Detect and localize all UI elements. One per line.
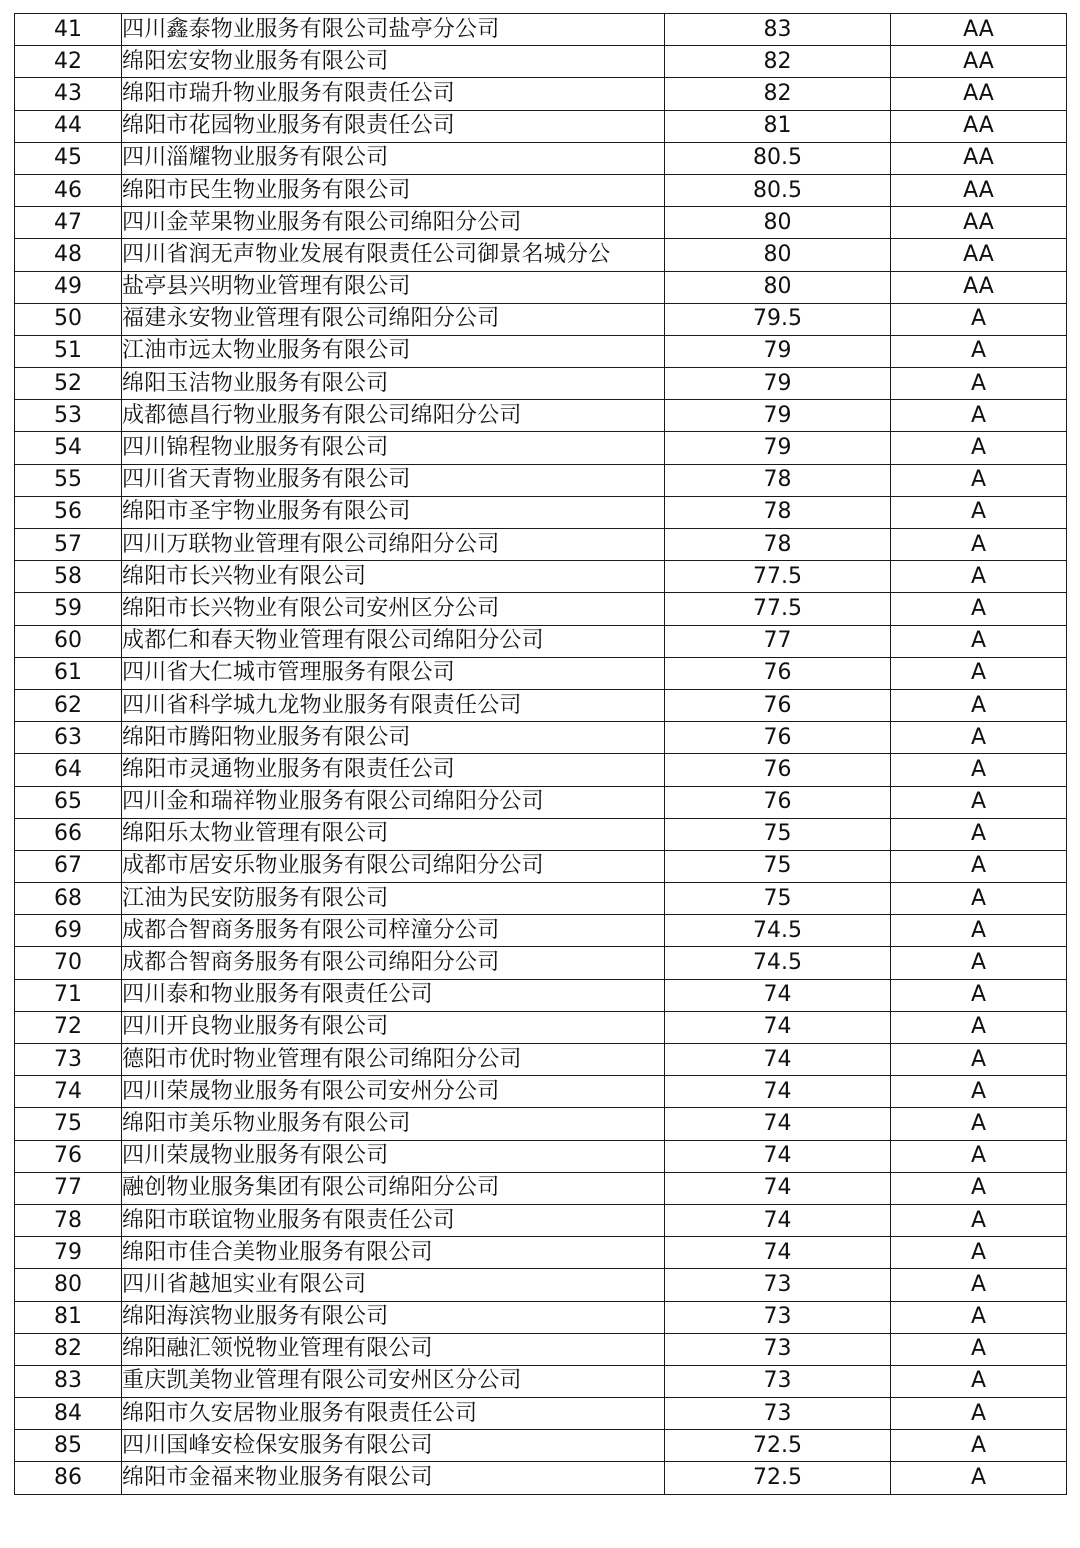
- company-name-cell: 绵阳市久安居物业服务有限责任公司: [122, 1398, 665, 1430]
- table-row: [15, 593, 1067, 625]
- table-row: [15, 271, 1067, 303]
- grade-cell: A: [891, 915, 1067, 947]
- table-row: [15, 1301, 1067, 1333]
- grade-cell: A: [891, 625, 1067, 657]
- table-row: [15, 529, 1067, 561]
- row-number-cell: 59: [15, 593, 122, 625]
- row-number-cell: 86: [15, 1462, 122, 1494]
- row-number-cell: 60: [15, 625, 122, 657]
- table-row: [15, 979, 1067, 1011]
- table-row: [15, 1365, 1067, 1397]
- grade-cell: A: [891, 464, 1067, 496]
- grade-cell: AA: [891, 78, 1067, 110]
- company-name-cell: 绵阳市花园物业服务有限责任公司: [122, 110, 665, 142]
- table-body: [15, 14, 1067, 1495]
- grade-cell: A: [891, 1462, 1067, 1494]
- company-name-cell: 绵阳市长兴物业有限公司: [122, 561, 665, 593]
- row-number-cell: 80: [15, 1269, 122, 1301]
- grade-cell: A: [891, 1076, 1067, 1108]
- score-cell: 75: [665, 818, 891, 850]
- score-cell: 76: [665, 689, 891, 721]
- grade-cell: A: [891, 496, 1067, 528]
- table-row: [15, 1462, 1067, 1494]
- row-number-cell: 44: [15, 110, 122, 142]
- table-row: [15, 1333, 1067, 1365]
- score-cell: 74: [665, 1108, 891, 1140]
- table-row: [15, 432, 1067, 464]
- grade-cell: A: [891, 1044, 1067, 1076]
- score-cell: 74: [665, 979, 891, 1011]
- company-name-cell: 四川锦程物业服务有限公司: [122, 432, 665, 464]
- row-number-cell: 62: [15, 689, 122, 721]
- table-row: [15, 657, 1067, 689]
- company-name-cell: 四川荣晟物业服务有限公司: [122, 1140, 665, 1172]
- row-number-cell: 52: [15, 368, 122, 400]
- grade-cell: A: [891, 689, 1067, 721]
- score-cell: 76: [665, 722, 891, 754]
- score-cell: 79: [665, 432, 891, 464]
- grade-cell: A: [891, 1108, 1067, 1140]
- table-row: [15, 46, 1067, 78]
- grade-cell: AA: [891, 110, 1067, 142]
- table-row: [15, 174, 1067, 206]
- table-row: [15, 1076, 1067, 1108]
- company-name-cell: 成都仁和春天物业管理有限公司绵阳分公司: [122, 625, 665, 657]
- table-row: [15, 561, 1067, 593]
- grade-cell: A: [891, 1333, 1067, 1365]
- company-name-cell: 绵阳市金福来物业服务有限公司: [122, 1462, 665, 1494]
- company-name-cell: 绵阳市佳合美物业服务有限公司: [122, 1237, 665, 1269]
- rating-table: [14, 13, 1067, 1495]
- score-cell: 83: [665, 14, 891, 46]
- grade-cell: A: [891, 1365, 1067, 1397]
- company-name-cell: 四川省天青物业服务有限公司: [122, 464, 665, 496]
- company-name-cell: 成都市居安乐物业服务有限公司绵阳分公司: [122, 850, 665, 882]
- grade-cell: A: [891, 400, 1067, 432]
- row-number-cell: 55: [15, 464, 122, 496]
- company-name-cell: 绵阳融汇领悦物业管理有限公司: [122, 1333, 665, 1365]
- grade-cell: AA: [891, 142, 1067, 174]
- score-cell: 78: [665, 464, 891, 496]
- row-number-cell: 82: [15, 1333, 122, 1365]
- table-row: [15, 464, 1067, 496]
- score-cell: 80.5: [665, 142, 891, 174]
- table-row: [15, 400, 1067, 432]
- company-name-cell: 盐亭县兴明物业管理有限公司: [122, 271, 665, 303]
- grade-cell: AA: [891, 174, 1067, 206]
- company-name-cell: 四川开良物业服务有限公司: [122, 1011, 665, 1043]
- grade-cell: A: [891, 786, 1067, 818]
- grade-cell: A: [891, 1140, 1067, 1172]
- row-number-cell: 84: [15, 1398, 122, 1430]
- table-row: [15, 207, 1067, 239]
- company-name-cell: 四川省越旭实业有限公司: [122, 1269, 665, 1301]
- table-row: [15, 335, 1067, 367]
- company-name-cell: 融创物业服务集团有限公司绵阳分公司: [122, 1172, 665, 1204]
- score-cell: 77.5: [665, 561, 891, 593]
- grade-cell: A: [891, 818, 1067, 850]
- table-row: [15, 78, 1067, 110]
- company-name-cell: 四川省科学城九龙物业服务有限责任公司: [122, 689, 665, 721]
- row-number-cell: 56: [15, 496, 122, 528]
- row-number-cell: 53: [15, 400, 122, 432]
- row-number-cell: 58: [15, 561, 122, 593]
- score-cell: 74: [665, 1140, 891, 1172]
- row-number-cell: 43: [15, 78, 122, 110]
- row-number-cell: 74: [15, 1076, 122, 1108]
- company-name-cell: 德阳市优时物业管理有限公司绵阳分公司: [122, 1044, 665, 1076]
- score-cell: 78: [665, 496, 891, 528]
- company-name-cell: 绵阳乐太物业管理有限公司: [122, 818, 665, 850]
- grade-cell: A: [891, 1301, 1067, 1333]
- table-row: [15, 1108, 1067, 1140]
- company-name-cell: 四川鑫泰物业服务有限公司盐亭分公司: [122, 14, 665, 46]
- grade-cell: A: [891, 657, 1067, 689]
- score-cell: 82: [665, 78, 891, 110]
- score-cell: 79: [665, 335, 891, 367]
- score-cell: 80: [665, 207, 891, 239]
- company-name-cell: 四川荣晟物业服务有限公司安州分公司: [122, 1076, 665, 1108]
- score-cell: 73: [665, 1301, 891, 1333]
- company-name-cell: 绵阳市民生物业服务有限公司: [122, 174, 665, 206]
- row-number-cell: 46: [15, 174, 122, 206]
- table-row: [15, 1172, 1067, 1204]
- grade-cell: AA: [891, 14, 1067, 46]
- row-number-cell: 77: [15, 1172, 122, 1204]
- row-number-cell: 48: [15, 239, 122, 271]
- score-cell: 80: [665, 271, 891, 303]
- table-row: [15, 625, 1067, 657]
- table-row: [15, 786, 1067, 818]
- score-cell: 80: [665, 239, 891, 271]
- score-cell: 77: [665, 625, 891, 657]
- score-cell: 79.5: [665, 303, 891, 335]
- score-cell: 76: [665, 786, 891, 818]
- company-name-cell: 江油市远太物业服务有限公司: [122, 335, 665, 367]
- row-number-cell: 66: [15, 818, 122, 850]
- table-row: [15, 368, 1067, 400]
- row-number-cell: 50: [15, 303, 122, 335]
- row-number-cell: 41: [15, 14, 122, 46]
- row-number-cell: 81: [15, 1301, 122, 1333]
- table-row: [15, 850, 1067, 882]
- company-name-cell: 四川淄耀物业服务有限公司: [122, 142, 665, 174]
- grade-cell: A: [891, 883, 1067, 915]
- grade-cell: A: [891, 722, 1067, 754]
- row-number-cell: 51: [15, 335, 122, 367]
- score-cell: 79: [665, 400, 891, 432]
- score-cell: 74: [665, 1076, 891, 1108]
- row-number-cell: 79: [15, 1237, 122, 1269]
- row-number-cell: 75: [15, 1108, 122, 1140]
- score-cell: 79: [665, 368, 891, 400]
- score-cell: 73: [665, 1398, 891, 1430]
- row-number-cell: 45: [15, 142, 122, 174]
- company-name-cell: 四川金苹果物业服务有限公司绵阳分公司: [122, 207, 665, 239]
- row-number-cell: 61: [15, 657, 122, 689]
- grade-cell: A: [891, 1430, 1067, 1462]
- row-number-cell: 78: [15, 1204, 122, 1236]
- table-row: [15, 14, 1067, 46]
- row-number-cell: 73: [15, 1044, 122, 1076]
- score-cell: 81: [665, 110, 891, 142]
- grade-cell: A: [891, 1398, 1067, 1430]
- row-number-cell: 65: [15, 786, 122, 818]
- table-row: [15, 1140, 1067, 1172]
- grade-cell: A: [891, 1237, 1067, 1269]
- score-cell: 78: [665, 529, 891, 561]
- company-name-cell: 绵阳市瑞升物业服务有限责任公司: [122, 78, 665, 110]
- score-cell: 74: [665, 1237, 891, 1269]
- row-number-cell: 64: [15, 754, 122, 786]
- table-row: [15, 915, 1067, 947]
- score-cell: 73: [665, 1365, 891, 1397]
- score-cell: 73: [665, 1333, 891, 1365]
- score-cell: 77.5: [665, 593, 891, 625]
- row-number-cell: 67: [15, 850, 122, 882]
- row-number-cell: 72: [15, 1011, 122, 1043]
- table-row: [15, 689, 1067, 721]
- grade-cell: A: [891, 1204, 1067, 1236]
- grade-cell: A: [891, 368, 1067, 400]
- grade-cell: AA: [891, 271, 1067, 303]
- company-name-cell: 江油为民安防服务有限公司: [122, 883, 665, 915]
- score-cell: 75: [665, 883, 891, 915]
- score-cell: 76: [665, 754, 891, 786]
- score-cell: 82: [665, 46, 891, 78]
- row-number-cell: 85: [15, 1430, 122, 1462]
- score-cell: 76: [665, 657, 891, 689]
- table-row: [15, 883, 1067, 915]
- table-row: [15, 1430, 1067, 1462]
- score-cell: 72.5: [665, 1462, 891, 1494]
- table-row: [15, 947, 1067, 979]
- grade-cell: AA: [891, 46, 1067, 78]
- company-name-cell: 绵阳海滨物业服务有限公司: [122, 1301, 665, 1333]
- table-row: [15, 754, 1067, 786]
- row-number-cell: 68: [15, 883, 122, 915]
- table-row: [15, 110, 1067, 142]
- grade-cell: A: [891, 561, 1067, 593]
- company-name-cell: 绵阳玉洁物业服务有限公司: [122, 368, 665, 400]
- grade-cell: A: [891, 1269, 1067, 1301]
- score-cell: 74: [665, 1044, 891, 1076]
- grade-cell: AA: [891, 239, 1067, 271]
- row-number-cell: 76: [15, 1140, 122, 1172]
- grade-cell: A: [891, 432, 1067, 464]
- row-number-cell: 70: [15, 947, 122, 979]
- table-row: [15, 1398, 1067, 1430]
- grade-cell: A: [891, 754, 1067, 786]
- grade-cell: A: [891, 947, 1067, 979]
- company-name-cell: 绵阳市腾阳物业服务有限公司: [122, 722, 665, 754]
- table-row: [15, 1237, 1067, 1269]
- company-name-cell: 成都德昌行物业服务有限公司绵阳分公司: [122, 400, 665, 432]
- table-row: [15, 722, 1067, 754]
- grade-cell: A: [891, 529, 1067, 561]
- row-number-cell: 54: [15, 432, 122, 464]
- company-name-cell: 四川万联物业管理有限公司绵阳分公司: [122, 529, 665, 561]
- grade-cell: A: [891, 593, 1067, 625]
- company-name-cell: 四川省大仁城市管理服务有限公司: [122, 657, 665, 689]
- table-row: [15, 142, 1067, 174]
- company-name-cell: 成都合智商务服务有限公司绵阳分公司: [122, 947, 665, 979]
- company-name-cell: 四川泰和物业服务有限责任公司: [122, 979, 665, 1011]
- row-number-cell: 63: [15, 722, 122, 754]
- score-cell: 80.5: [665, 174, 891, 206]
- table-row: [15, 1011, 1067, 1043]
- grade-cell: A: [891, 979, 1067, 1011]
- company-name-cell: 绵阳宏安物业服务有限公司: [122, 46, 665, 78]
- table-row: [15, 239, 1067, 271]
- row-number-cell: 47: [15, 207, 122, 239]
- score-cell: 74: [665, 1172, 891, 1204]
- table-row: [15, 1269, 1067, 1301]
- grade-cell: AA: [891, 207, 1067, 239]
- company-name-cell: 成都合智商务服务有限公司梓潼分公司: [122, 915, 665, 947]
- table-row: [15, 1044, 1067, 1076]
- company-name-cell: 四川国峰安检保安服务有限公司: [122, 1430, 665, 1462]
- score-cell: 75: [665, 850, 891, 882]
- score-cell: 74: [665, 1011, 891, 1043]
- row-number-cell: 49: [15, 271, 122, 303]
- row-number-cell: 57: [15, 529, 122, 561]
- company-name-cell: 绵阳市长兴物业有限公司安州区分公司: [122, 593, 665, 625]
- grade-cell: A: [891, 850, 1067, 882]
- score-cell: 74.5: [665, 915, 891, 947]
- company-name-cell: 四川省润无声物业发展有限责任公司御景名城分公: [122, 239, 665, 271]
- grade-cell: A: [891, 1011, 1067, 1043]
- company-name-cell: 绵阳市圣宇物业服务有限公司: [122, 496, 665, 528]
- score-cell: 72.5: [665, 1430, 891, 1462]
- table-row: [15, 303, 1067, 335]
- grade-cell: A: [891, 303, 1067, 335]
- row-number-cell: 69: [15, 915, 122, 947]
- table-row: [15, 818, 1067, 850]
- company-name-cell: 重庆凯美物业管理有限公司安州区分公司: [122, 1365, 665, 1397]
- company-name-cell: 绵阳市灵通物业服务有限责任公司: [122, 754, 665, 786]
- company-name-cell: 绵阳市美乐物业服务有限公司: [122, 1108, 665, 1140]
- score-cell: 73: [665, 1269, 891, 1301]
- row-number-cell: 71: [15, 979, 122, 1011]
- company-name-cell: 福建永安物业管理有限公司绵阳分公司: [122, 303, 665, 335]
- score-cell: 74.5: [665, 947, 891, 979]
- row-number-cell: 42: [15, 46, 122, 78]
- grade-cell: A: [891, 335, 1067, 367]
- row-number-cell: 83: [15, 1365, 122, 1397]
- company-name-cell: 四川金和瑞祥物业服务有限公司绵阳分公司: [122, 786, 665, 818]
- table-row: [15, 1204, 1067, 1236]
- grade-cell: A: [891, 1172, 1067, 1204]
- score-cell: 74: [665, 1204, 891, 1236]
- table-row: [15, 496, 1067, 528]
- company-name-cell: 绵阳市联谊物业服务有限责任公司: [122, 1204, 665, 1236]
